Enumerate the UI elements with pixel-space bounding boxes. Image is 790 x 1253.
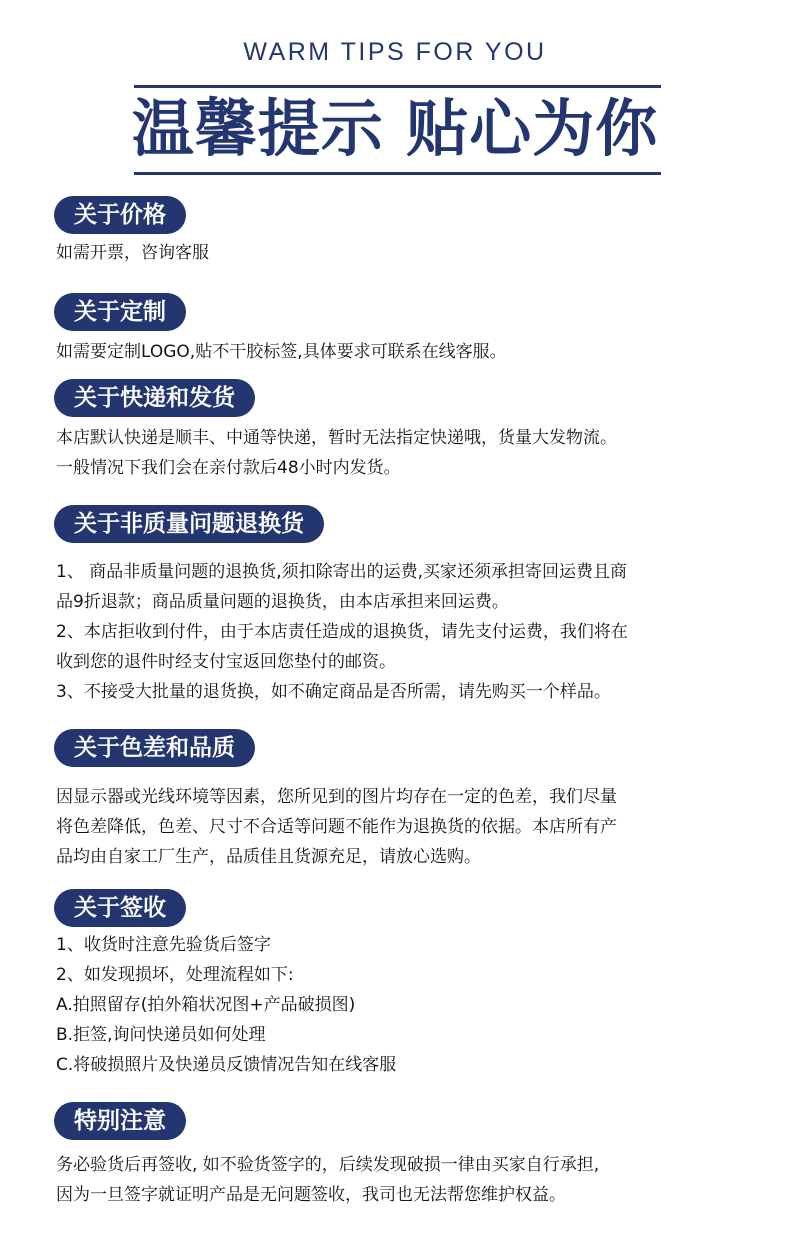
section-heading-special-notice: 特别注意 bbox=[54, 1102, 186, 1140]
section-heading-returns: 关于非质量问题退换货 bbox=[54, 505, 324, 543]
section-body-shipping bbox=[56, 423, 746, 483]
section-line: 如需开票，咨询客服 bbox=[56, 243, 209, 263]
section-line: 1、 商品非质量问题的退换货,须扣除寄出的运费,买家还须承担寄回运费且商 bbox=[56, 562, 628, 582]
section-line: 因显示器或光线环境等因素，您所见到的图片均存在一定的色差，我们尽量 bbox=[56, 787, 617, 807]
section-body-customization bbox=[56, 337, 746, 367]
section-heading-customization: 关于定制 bbox=[54, 293, 186, 331]
section-line: C.将破损照片及快递员反馈情况告知在线客服 bbox=[56, 1055, 397, 1075]
section-line: 如需要定制LOGO,贴不干胶标签,具体要求可联系在线客服。 bbox=[56, 342, 507, 362]
section-line: 品均由自家工厂生产，品质佳且货源充足，请放心选购。 bbox=[56, 847, 481, 867]
section-line: 2、如发现损坏，处理流程如下: bbox=[56, 965, 294, 985]
section-body-color-quality bbox=[56, 782, 746, 872]
section-line: 一般情况下我们会在亲付款后48小时内发货。 bbox=[56, 458, 401, 478]
section-line: 收到您的退件时经支付宝返回您垫付的邮资。 bbox=[56, 652, 396, 672]
section-body-signing bbox=[56, 930, 746, 1080]
header-subtitle: WARM TIPS FOR YOU bbox=[243, 38, 547, 66]
section-line: 品9折退款；商品质量问题的退换货，由本店承担来回运费。 bbox=[56, 592, 509, 612]
section-line: 本店默认快递是顺丰、中通等快递，暂时无法指定快递哦，货量大发物流。 bbox=[56, 428, 617, 448]
section-line: 2、本店拒收到付件，由于本店责任造成的退换货，请先支付运费，我们将在 bbox=[56, 622, 628, 642]
section-heading-price: 关于价格 bbox=[54, 196, 186, 234]
section-body-special-notice bbox=[56, 1150, 746, 1210]
section-heading-signing: 关于签收 bbox=[54, 889, 186, 927]
header-top-rule bbox=[134, 85, 661, 88]
section-line: 1、收货时注意先验货后签字 bbox=[56, 935, 271, 955]
header-bottom-rule bbox=[134, 172, 661, 175]
section-body-returns bbox=[56, 557, 746, 707]
section-line: 因为一旦签字就证明产品是无问题签收，我司也无法帮您维护权益。 bbox=[56, 1185, 566, 1205]
section-line: 3、不接受大批量的退货换，如不确定商品是否所需，请先购买一个样品。 bbox=[56, 682, 611, 702]
section-heading-color-quality: 关于色差和品质 bbox=[54, 729, 255, 767]
page-title: 温馨提示 贴心为你 bbox=[131, 92, 659, 165]
section-line: B.拒签,询问快递员如何处理 bbox=[56, 1025, 266, 1045]
section-line: 务必验货后再签收, 如不验货签字的，后续发现破损一律由买家自行承担, bbox=[56, 1155, 600, 1175]
section-line: A.拍照留存(拍外箱状况图+产品破损图) bbox=[56, 995, 356, 1015]
section-line: 将色差降低，色差、尺寸不合适等问题不能作为退换货的依据。本店所有产 bbox=[56, 817, 617, 837]
section-heading-shipping: 关于快递和发货 bbox=[54, 379, 255, 417]
section-body-price bbox=[56, 238, 746, 268]
